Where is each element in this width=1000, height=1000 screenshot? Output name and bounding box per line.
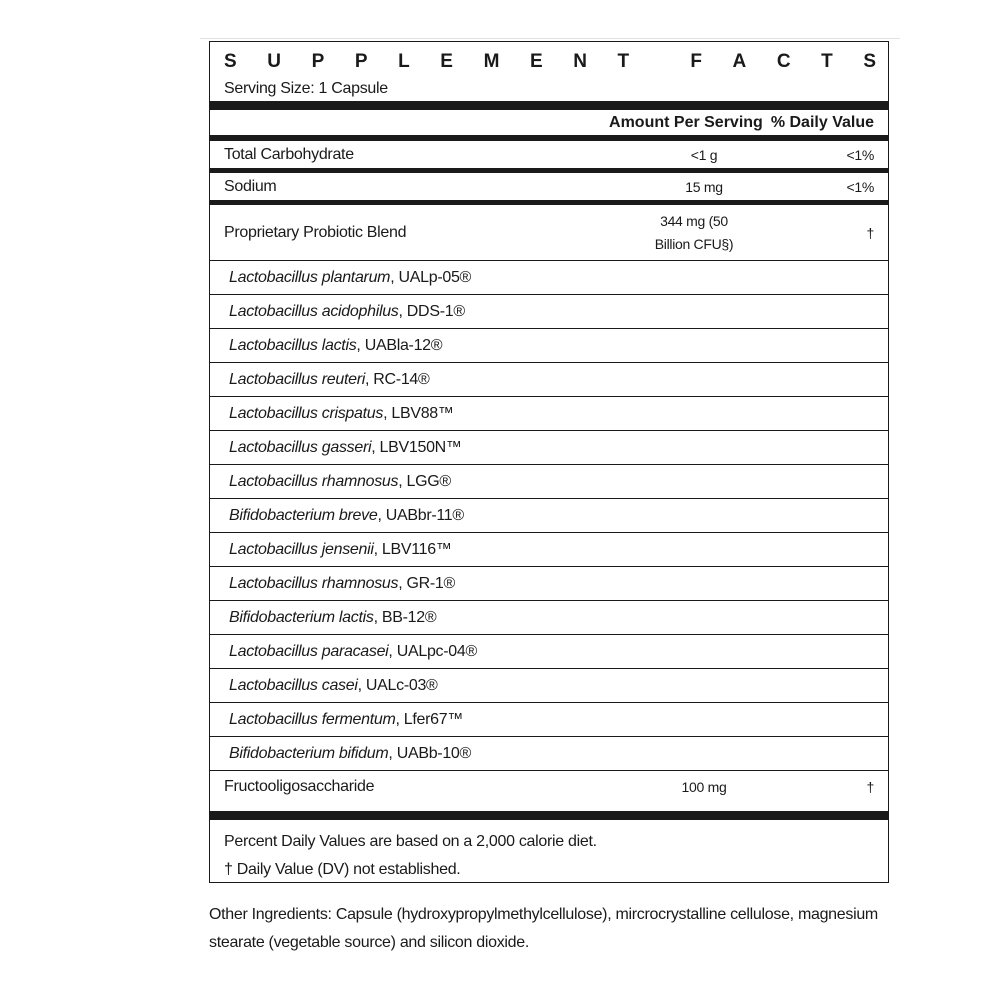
fos-amount: 100 mg (681, 779, 727, 795)
strain-row (210, 363, 888, 397)
title-letter: C (776, 51, 791, 72)
strain-id: , LBV116™ (373, 540, 452, 558)
blend-amount-line: 344 mg (50 (660, 212, 728, 229)
strain-name (215, 303, 888, 321)
strain-row (210, 567, 888, 601)
strain-name (215, 439, 888, 457)
species-name: Lactobacillus fermentum (229, 710, 396, 728)
strain-id: , BB-12® (373, 608, 437, 626)
species-name: Lactobacillus reuteri (229, 370, 365, 388)
strain-id: , UABb-10® (388, 744, 472, 762)
species-name: Lactobacillus acidophilus (229, 302, 399, 320)
strain-id: , UALc-03® (357, 676, 438, 694)
strain-id: , LGG® (398, 472, 451, 490)
strain-name (215, 575, 888, 593)
nutrient-name: Sodium (224, 177, 277, 195)
strain-name (215, 541, 888, 559)
strain-name (215, 405, 888, 423)
strain-name (215, 745, 888, 763)
species-name: Lactobacillus paracasei (229, 642, 389, 660)
blend-amount (604, 210, 804, 256)
blend-amount-line: Billion CFU§) (654, 235, 734, 252)
title-letter: E (529, 51, 543, 72)
title-letter: A (732, 51, 747, 72)
fos-row (210, 771, 888, 803)
species-name: Lactobacillus jensenii (229, 540, 374, 558)
serving-size: Serving Size: 1 Capsule (224, 80, 388, 97)
species-name: Lactobacillus casei (229, 676, 358, 694)
strain-id: , UABla-12® (356, 336, 443, 354)
strain-id: , UALp-05® (390, 268, 472, 286)
title-letter: L (398, 51, 410, 72)
blend-name: Proprietary Probiotic Blend (224, 223, 407, 241)
title-letter: P (354, 51, 368, 72)
strain-id: , DDS-1® (398, 302, 465, 320)
title-letter: S (863, 51, 876, 72)
probiotic-blend-row (210, 205, 888, 261)
strain-row (210, 635, 888, 669)
strain-id: , RC-14® (365, 370, 430, 388)
strain-row (210, 737, 888, 771)
fos-name: Fructooligosaccharide (224, 778, 375, 795)
title-letter: U (267, 51, 281, 72)
strain-row (210, 601, 888, 635)
strain-row (210, 397, 888, 431)
strain-name (215, 337, 888, 355)
nutrient-row-carbohydrate (210, 141, 888, 168)
species-name: Lactobacillus plantarum (229, 268, 391, 286)
top-divider (200, 38, 900, 39)
panel-title (210, 42, 888, 73)
title-letter: E (440, 51, 453, 72)
title-letter: F (690, 51, 702, 72)
thick-divider (210, 811, 888, 820)
strain-name (215, 643, 888, 661)
species-name: Bifidobacterium bifidum (229, 744, 389, 762)
strain-name (215, 269, 888, 287)
strain-row (210, 295, 888, 329)
species-name: Lactobacillus crispatus (229, 404, 384, 422)
strain-name (215, 507, 888, 525)
footnote-daily-values: Percent Daily Values are based on a 2,000 calorie diet. (224, 833, 597, 850)
strain-row (210, 329, 888, 363)
species-name: Bifidobacterium lactis (229, 608, 374, 626)
nutrient-amount: 15 mg (685, 178, 723, 195)
strain-id: , Lfer67™ (395, 710, 464, 728)
species-name: Lactobacillus lactis (229, 336, 357, 354)
strain-row (210, 499, 888, 533)
title-letter: S (224, 51, 237, 72)
strain-name (215, 609, 888, 627)
other-ingredients: Other Ingredients: Capsule (hydroxypropylmethylcellulose), mircrocrystalline cellulose, magnesium stearate (vegetable source) and silicon dioxide. (209, 906, 878, 951)
nutrient-dv: <1% (846, 178, 874, 195)
title-letter: N (573, 51, 587, 72)
strain-name (215, 473, 888, 491)
column-header (210, 110, 888, 135)
amount-per-serving-header: Amount Per Serving (609, 113, 763, 131)
nutrient-row-sodium (210, 173, 888, 200)
species-name: Lactobacillus rhamnosus (229, 574, 399, 592)
nutrient-name: Total Carbohydrate (224, 145, 354, 163)
title-letter: M (483, 51, 500, 72)
strain-name (215, 677, 888, 695)
strain-row (210, 431, 888, 465)
strain-id: , LBV150N™ (371, 438, 462, 456)
species-name: Bifidobacterium breve (229, 506, 378, 524)
strain-id: , UALpc-04® (388, 642, 477, 660)
supplement-facts-panel (209, 41, 889, 883)
strain-id: , GR-1® (398, 574, 456, 592)
daily-value-header: % Daily Value (770, 113, 874, 131)
strain-row (210, 703, 888, 737)
strain-list (210, 261, 888, 771)
title-letter: P (311, 51, 325, 72)
nutrient-amount: <1 g (690, 146, 718, 163)
species-name: Lactobacillus gasseri (229, 438, 372, 456)
strain-id: , LBV88™ (383, 404, 454, 422)
nutrient-dv: <1% (846, 146, 874, 163)
species-name: Lactobacillus rhamnosus (229, 472, 399, 490)
title-letter: T (617, 51, 630, 72)
strain-id: , UABbr-11® (377, 506, 464, 524)
thick-divider (210, 101, 888, 110)
strain-name (215, 371, 888, 389)
title-letter: T (821, 51, 833, 72)
strain-row (210, 533, 888, 567)
strain-name (215, 711, 888, 729)
footnotes (210, 820, 888, 884)
blend-dv: † (866, 224, 874, 241)
strain-row (210, 669, 888, 703)
strain-row (210, 465, 888, 499)
strain-row (210, 261, 888, 295)
fos-dv: † (866, 779, 874, 795)
footnote-dv-not-established: † Daily Value (DV) not established. (224, 861, 461, 878)
